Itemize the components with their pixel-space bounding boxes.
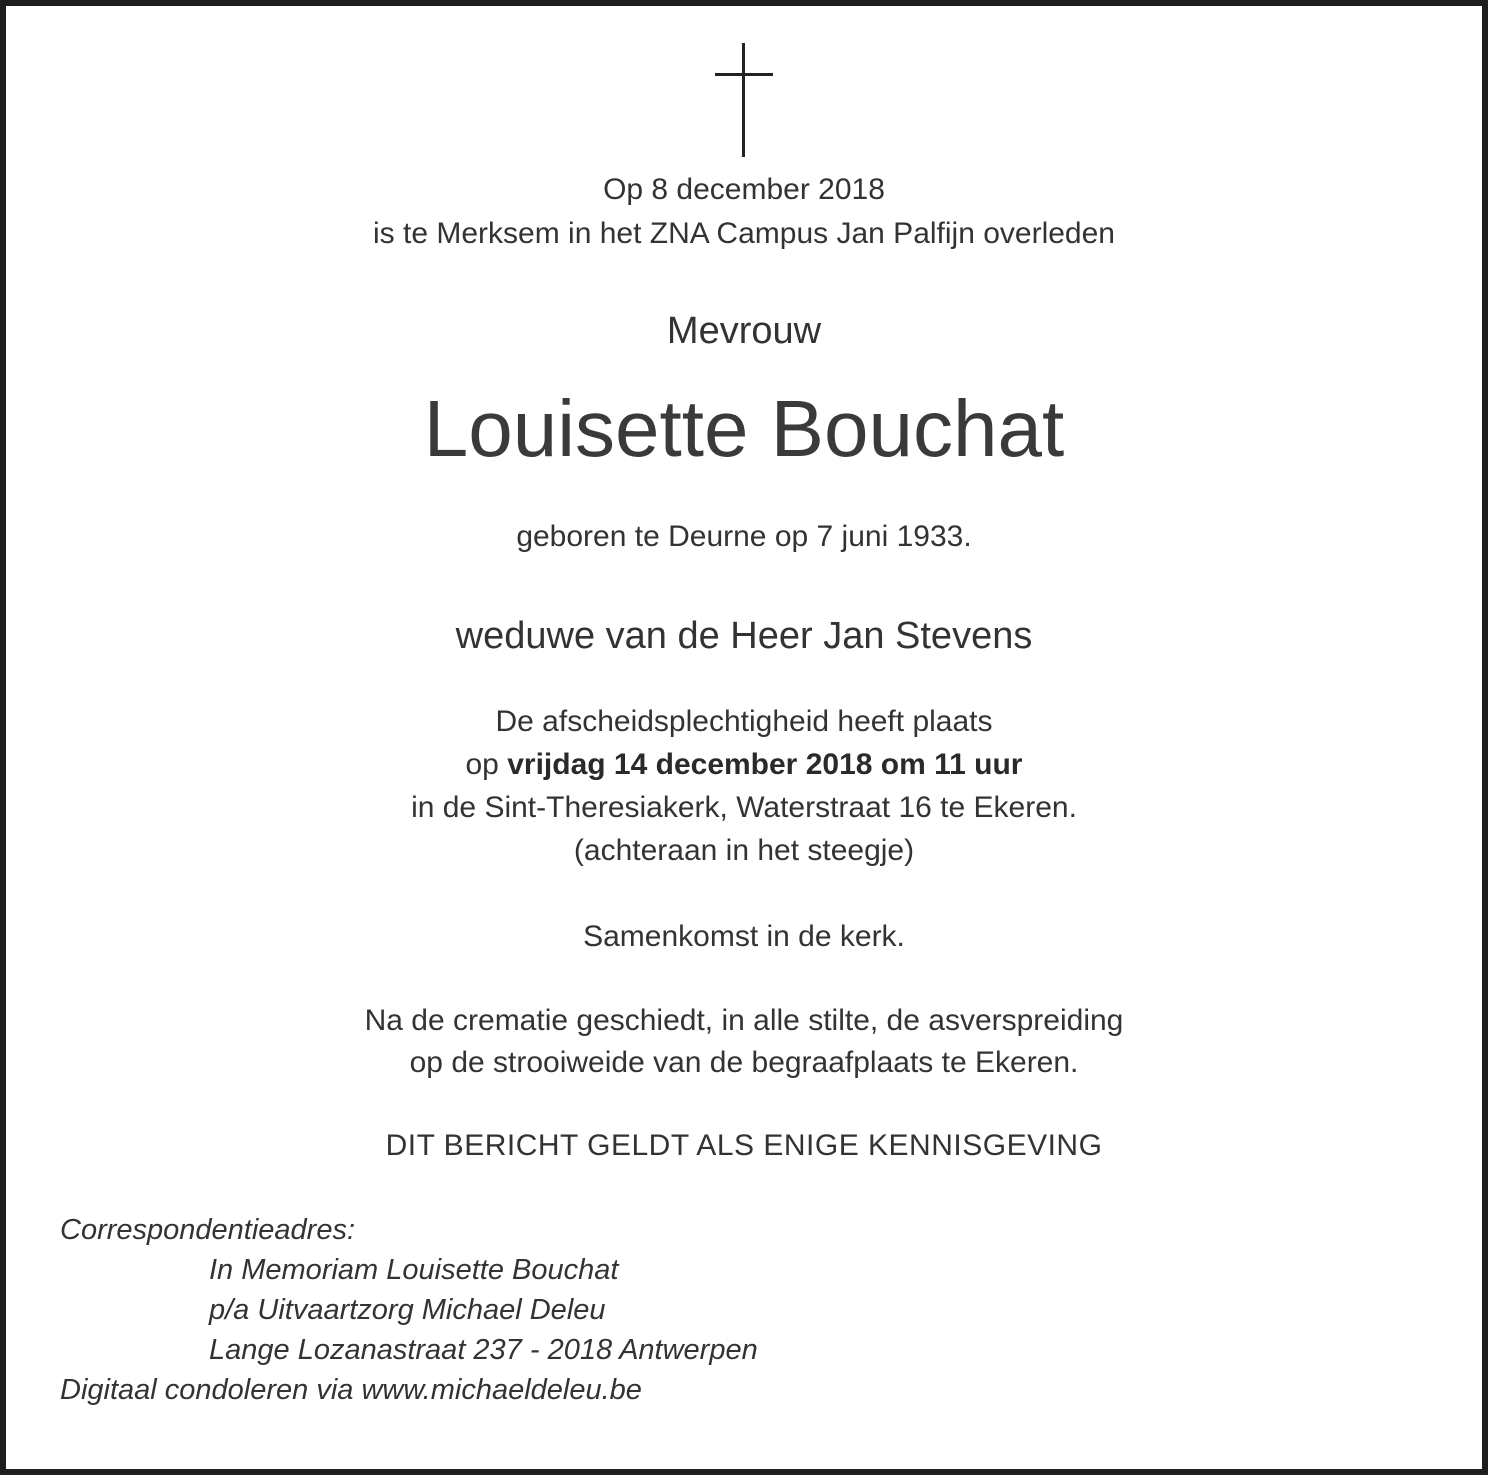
ceremony-line-4: (achteraan in het steegje) [573, 834, 915, 867]
gathering-line: Samenkomst in de kerk. [583, 920, 905, 953]
deceased-name: Louisette Bouchat [423, 384, 1065, 473]
condolence-line: Digitaal condoleren via www.michaeldeleu.be [60, 1374, 642, 1406]
ceremony-line-2 [0, 750, 1488, 780]
correspondence-line-2: p/a Uitvaartzorg Michael Deleu [209, 1294, 606, 1326]
birth-line: geboren te Deurne op 7 juni 1933. [516, 520, 972, 553]
intro-date-line: Op 8 december 2018 [603, 173, 885, 206]
widow-line: weduwe van de Heer Jan Stevens [455, 615, 1033, 657]
ceremony-line-3: in de Sint-Theresiakerk, Waterstraat 16 te Ekeren. [411, 791, 1077, 824]
ceremony-prefix: op [465, 748, 499, 781]
cremation-line-2: op de strooiweide van de begraafplaats te Ekeren. [409, 1046, 1079, 1079]
cremation-line-1: Na de crematie geschiedt, in alle stilte, de asverspreiding [364, 1004, 1124, 1037]
correspondence-line-3: Lange Lozanastraat 237 - 2018 Antwerpen [209, 1334, 758, 1366]
honorific-title: Mevrouw [666, 310, 822, 352]
ceremony-line-1: De afscheidsplechtigheid heeft plaats [495, 705, 993, 738]
correspondence-line-1: In Memoriam Louisette Bouchat [209, 1254, 619, 1286]
intro-place-line: is te Merksem in het ZNA Campus Jan Palfijn overleden [373, 217, 1115, 250]
ceremony-datetime: vrijdag 14 december 2018 om 11 uur [507, 748, 1023, 781]
cross-icon [715, 43, 773, 157]
notice-statement: DIT BERICHT GELDT ALS ENIGE KENNISGEVING [385, 1129, 1103, 1162]
correspondence-label: Correspondentieadres: [60, 1214, 356, 1246]
